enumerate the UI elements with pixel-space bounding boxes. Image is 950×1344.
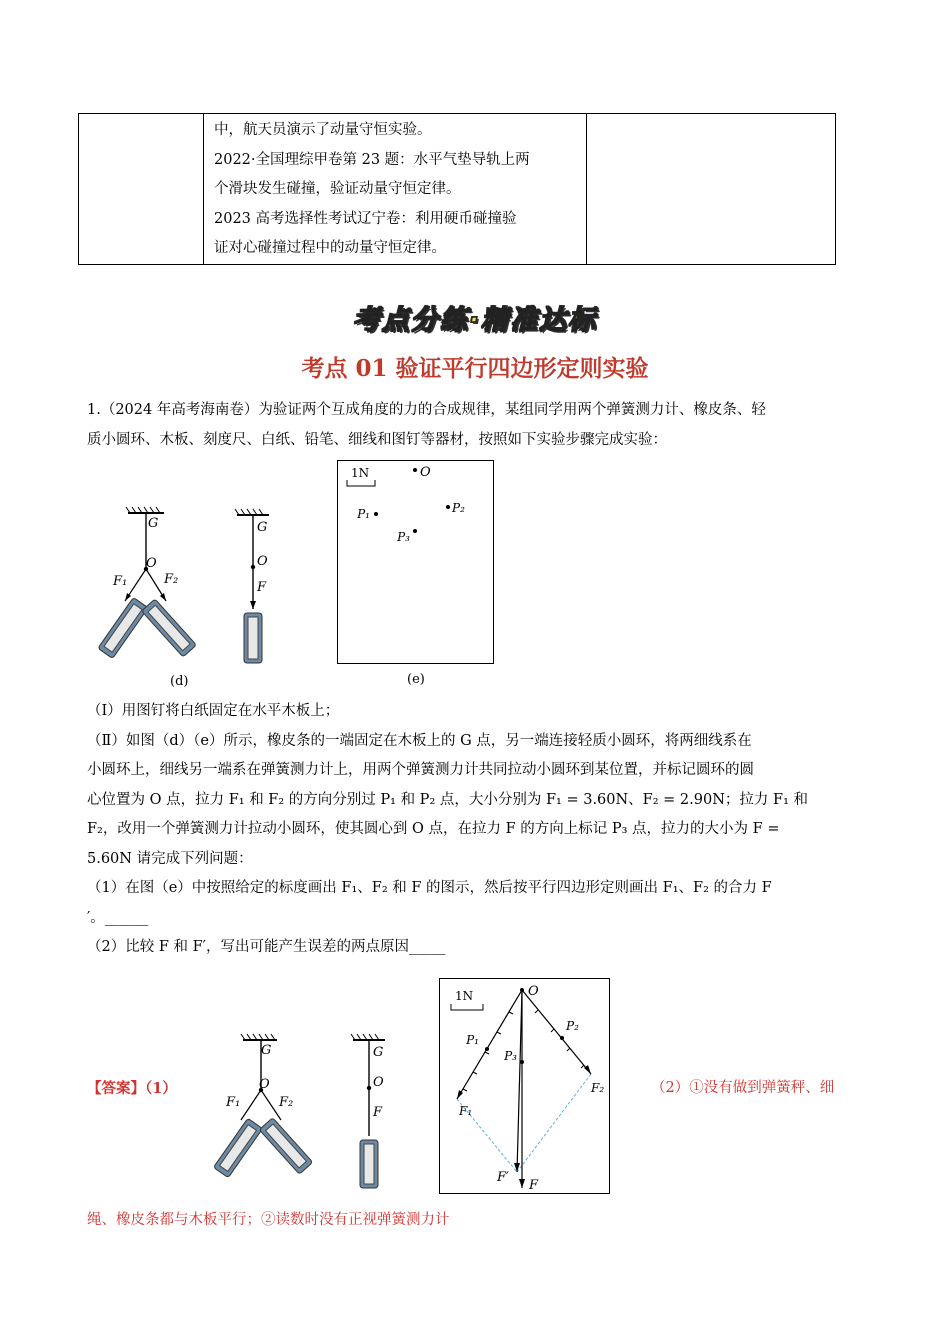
question-1-line-2: ′。______	[87, 909, 149, 926]
intro-line-2: 质小圆环、木板、刻度尺、白纸、铅笔、细线和图钉等器材，按照如下实验步骤完成实验：	[87, 431, 667, 448]
step-1: （Ⅰ）用图钉将白纸固定在水平木板上；	[87, 703, 340, 719]
step-2-line-3: 心位置为 O 点，拉力 F₁ 和 F₂ 的方向分别过 P₁ 和 P₂ 点，大小分别为 F₁ = 3.60N、F₂ = 2.90N；拉力 F₁ 和	[87, 791, 808, 808]
label-O: O	[373, 1075, 384, 1090]
scale-label: 1N	[351, 466, 370, 480]
figure-d-single-question	[225, 505, 285, 670]
table-line: 2023 高考选择性考试辽宁卷：利用硬币碰撞验	[214, 210, 517, 227]
label-G: G	[261, 1043, 272, 1058]
label-O: O	[146, 556, 157, 571]
label-O: O	[259, 1077, 270, 1092]
label-P1: P₁	[357, 507, 370, 521]
question-2: （2）比较 F 和 F′，写出可能产生误差的两点原因_____	[87, 939, 446, 955]
banner	[0, 298, 950, 337]
table-line: 证对心碰撞过程中的动量守恒定律。	[214, 240, 446, 256]
label-F2: F₂	[591, 1081, 605, 1095]
caption-d: (d)	[170, 674, 189, 689]
label-F: F	[529, 1178, 539, 1193]
table-line: 2022·全国理综甲卷第 23 题：水平气垫导轨上两	[214, 151, 530, 168]
figure-e-answer	[439, 978, 614, 1198]
label-O: O	[528, 984, 539, 999]
label-O: O	[420, 465, 431, 480]
intro-line-1: 1.（2024 年高考海南卷）为验证两个互成角度的力的合成规律，某组同学用两个弹簧测力计、橡皮条、轻	[87, 402, 766, 418]
answer-part2-line-2: 绳、橡皮条都与木板平行；②读数时没有正视弹簧测力计	[87, 1212, 450, 1228]
section-title: 考点 01 验证平行四边形定则实验	[301, 355, 649, 382]
answer-label: 【答案】（1）	[87, 1080, 177, 1097]
figure-d-answer	[195, 1036, 335, 1196]
label-P3: P₃	[397, 530, 410, 544]
label-P1: P₁	[466, 1033, 479, 1047]
table-cell-content	[204, 114, 587, 265]
step-2-line-5: 5.60N 请完成下列问题：	[87, 850, 253, 867]
step-2-line-1: （Ⅱ）如图（d）（e）所示，橡皮条的一端固定在木板上的 G 点，另一端连接轻质小圆环，将两细线系在	[87, 732, 752, 749]
table-cell-empty-left	[79, 114, 204, 265]
label-P3: P₃	[504, 1049, 517, 1063]
figure-d-single-answer	[345, 1036, 405, 1196]
step-2-line-2: 小圆环上，细线另一端系在弹簧测力计上，用两个弹簧测力计共同拉动小圆环到某位置，并标记圆环的圆	[87, 762, 754, 778]
step-2-line-4: F₂，改用一个弹簧测力计拉动小圆环，使其圆心到 O 点，在拉力 F 的方向上标记 P₃ 点，拉力的大小为 F =	[87, 821, 780, 837]
label-P2: P₂	[566, 1019, 579, 1033]
answer-part2-line-1: （2）①没有做到弹簧秤、细	[651, 1080, 835, 1096]
label-G: G	[148, 516, 159, 531]
banner-text: 考点分练·精准达标	[352, 305, 598, 336]
table-line: 个滑块发生碰撞，验证动量守恒定律。	[214, 181, 461, 197]
top-table	[78, 113, 836, 265]
label-O: O	[257, 554, 268, 569]
question-steps	[87, 697, 867, 963]
label-F2: F₂	[279, 1095, 294, 1110]
label-F-prime: F′	[497, 1170, 509, 1185]
table-line: 中，航天员演示了动量守恒实验。	[214, 122, 432, 138]
label-F: F	[373, 1105, 383, 1120]
label-F2: F₂	[164, 572, 179, 587]
question-1-line-1: （1）在图（e）中按照给定的标度画出 F₁、F₂ 和 F 的图示，然后按平行四边形定则画出 F₁、F₂ 的合力 F	[87, 880, 772, 896]
label-F: F	[257, 580, 267, 595]
label-F1: F₁	[459, 1104, 473, 1118]
label-F1: F₁	[226, 1095, 241, 1110]
caption-e: (e)	[407, 672, 425, 687]
label-G: G	[257, 520, 268, 535]
question-intro	[87, 396, 867, 455]
label-G: G	[373, 1045, 384, 1060]
figure-e-question	[337, 460, 497, 690]
scale-label: 1N	[455, 989, 474, 1003]
label-F1: F₁	[113, 574, 128, 589]
table-cell-empty-right	[587, 114, 836, 265]
label-P2: P₂	[452, 501, 465, 515]
figure-d-question	[80, 505, 220, 690]
